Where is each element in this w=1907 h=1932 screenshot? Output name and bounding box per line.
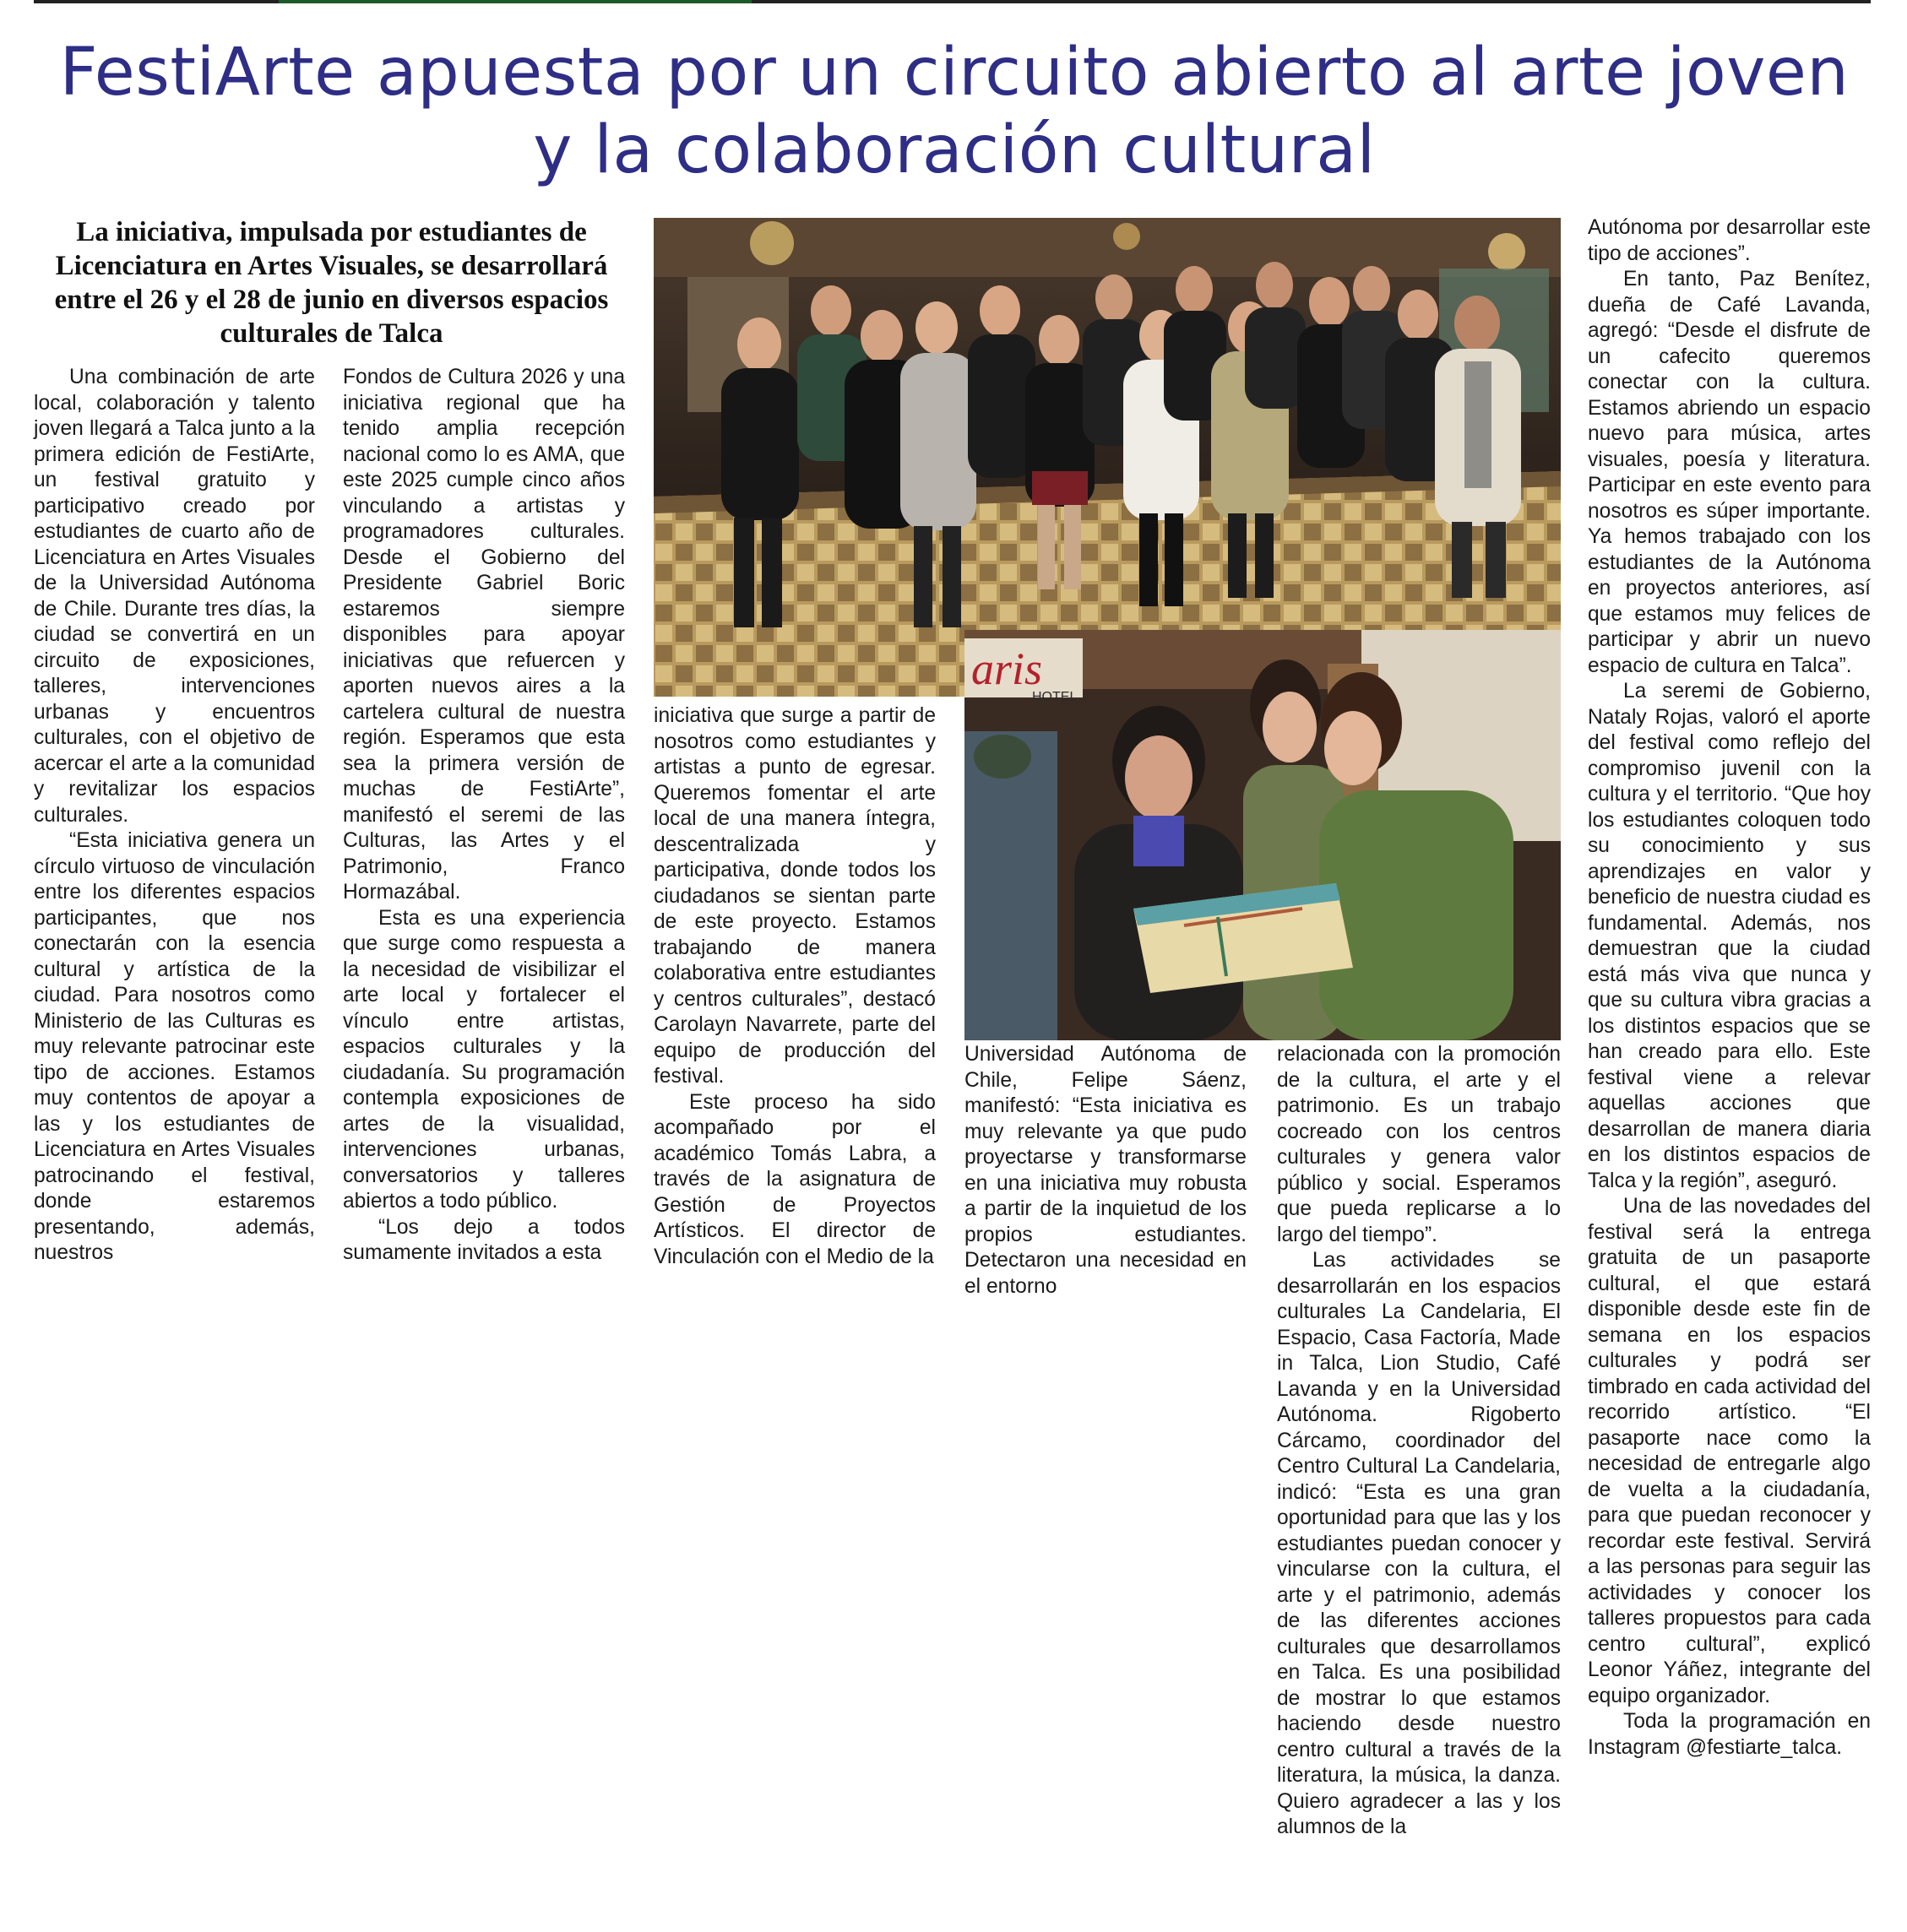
- sign-hotel-text: HOTEL: [1032, 690, 1078, 704]
- paragraph: relacionada con la promoción de la cultura, el arte y el patrimonio. Es un trabajo cocreado con los centros culturales y genera valor público y social. Esperamos que pueda replicarse a lo largo del tiempo”.: [1277, 1043, 1561, 1246]
- paragraph: Toda la programación en Instagram @festiarte_talca.: [1588, 1710, 1871, 1759]
- deck-subheadline: La iniciativa, impulsada por estudiantes de Licenciatura en Artes Visuales, se desarrollará entre el 26 y el 28 de junio en diversos espacios culturales de Talca: [54, 217, 609, 349]
- paragraph: Las actividades se desarrollarán en los espacios culturales La Candelaria, El Espacio, Casa Factoría, Made in Talca, Lion Studio, Café Lavanda y en la Universidad Autónoma. Rigoberto Cárcamo, coordinador del Centro Cultural La Candelaria, indicó: “Esta es una gran oportunidad para que las y los estudiantes puedan conocer y vincularse con la cultura, el arte y el patrimonio, además de las diferentes acciones culturales que desarrollamos en Talca. Es una posibilidad de mostrar lo que estamos haciendo desde nuestro centro cultural a través de la literatura, la música, la danza. Quiero agradecer a las y los alumnos de la: [1277, 1249, 1561, 1838]
- article-column-4: [964, 1042, 1247, 1304]
- article-column-6: [1588, 215, 1871, 1923]
- article-column-3: [654, 703, 936, 1303]
- paragraph: “Los dejo a todos sumamente invitados a esta: [343, 1215, 625, 1264]
- paragraph: Fondos de Cultura 2026 y una iniciativa regional que ha tenido amplia recepción nacional como lo es AMA, que este 2025 cumple cinco años vinculando a artistas y programadores culturales. Desde el Gobierno del Presidente Gabriel Boric estaremos siempre disponibles para apoyar iniciativas que refuercen y aporten nuevos aires a la cartelera cultural de nuestra región. Esperamos que esta sea la primera versión de muchas de FestiArte”, manifestó el seremi de las Culturas, las Artes y el Patrimonio, Franco Hormazábal.: [343, 366, 625, 904]
- article-column-2: [343, 365, 625, 1302]
- paragraph: Autónoma por desarrollar este tipo de acciones”.: [1588, 216, 1871, 265]
- paragraph: Una combinación de arte local, colaboración y talento joven llegará a Talca junto a la primera edición de FestiArte, un festival gratuito y participativo creado por estudiantes de cuarto año de Licenciatura en Artes Visuales de la Universidad Autónoma de Chile. Durante tres días, la ciudad se convertirá en un circuito de exposiciones, talleres, intervenciones urbanas y encuentros culturales, con el objetivo de acercar el arte a la comunidad y revitalizar los espacios culturales.: [34, 366, 315, 827]
- article-column-5: [1277, 1042, 1561, 1922]
- article-column-1: [34, 365, 315, 1302]
- group-photo-image: [654, 218, 1561, 697]
- group-photo: [654, 218, 1561, 697]
- map-reading-photo-image: [964, 630, 1561, 1040]
- paragraph: “Esta iniciativa genera un círculo virtuoso de vinculación entre los diferentes espacios participantes, que nos conectarán con la esencia cultural y artística de la ciudad. Para nosotros como Ministerio de las Culturas es muy relevante patrocinar este tipo de acciones. Estamos muy contentos de apoyar a las y los estudiantes de Licenciatura en Artes Visuales patrocinando el festival, donde estaremos presentando, además, nuestros: [34, 829, 315, 1264]
- map-reading-photo: [964, 630, 1561, 1040]
- paragraph: En tanto, Paz Benítez, dueña de Café Lavanda, agregó: “Desde el disfrute de un cafecito queremos conectar con la cultura. Estamos abriendo un espacio nuevo para música, artes visuales, poesía y literatura. Participar en este evento para nosotros es súper importante. Ya hemos trabajado con los estudiantes de la Autónoma en proyectos anteriores, así que estamos muy felices de participar y abrir un nuevo espacio de cultura en Talca”.: [1588, 268, 1871, 677]
- paragraph: La seremi de Gobierno, Nataly Rojas, valoró el aporte del festival como reflejo del compromiso juvenil con la cultura y el territorio. “Que hoy los estudiantes coloquen todo su conocimiento y sus aprendizajes en valor y beneficio de nuestra ciudad es fundamental. Además, nos demuestran que la ciudad está más viva que nunca y que su cultura vibra gracias a los distintos espacios que se han creado para ello. Este festival viene a relevar aquellas acciones que desarrollan de manera diaria en los distintos espacios de Talca y la región”, aseguró.: [1588, 680, 1871, 1192]
- top-rule: [34, 0, 1871, 3]
- paragraph: Universidad Autónoma de Chile, Felipe Sáenz, manifestó: “Esta iniciativa es muy relevante ya que pudo proyectarse y transformarse en una iniciativa muy robusta a partir de la inquietud de los propios estudiantes. Detectaron una necesidad en el entorno: [964, 1043, 1247, 1298]
- paragraph: iniciativa que surge a partir de nosotros como estudiantes y artistas a punto de egresar. Queremos fomentar el arte local de una manera íntegra, descentralizada y participativa, donde todos los ciudadanos se sientan parte de este proyecto. Estamos trabajando de manera colaborativa entre estudiantes y centros culturales”, destacó Carolayn Navarrete, parte del equipo de producción del festival.: [654, 704, 936, 1088]
- headline: FestiArte apuesta por un circuito abierto al arte joven y la colaboración cultural: [59, 35, 1850, 188]
- paragraph: Este proceso ha sido acompañado por el académico Tomás Labra, a través de la asignatura de Gestión de Proyectos Artísticos. El director de Vinculación con el Medio de la: [654, 1090, 936, 1268]
- top-rule-accent: [279, 0, 752, 3]
- page-bottom-edge: [34, 1920, 1250, 1929]
- sign-text: aris: [971, 643, 1043, 694]
- paragraph: Una de las novedades del festival será la entrega gratuita de un pasaporte cultural, el que estará disponible desde este fin de semana en los espacios culturales y podrá ser timbrado en cada actividad del recorrido artístico. “El pasaporte nace como la necesidad de entregarle algo de vuelta a la ciudadanía, para que puedan reconocer y recordar este festival. Servirá a las personas para seguir las actividades y conocer los talleres propuestos para cada centro cultural”, explicó Leonor Yáñez, integrante del equipo organizador.: [1588, 1195, 1871, 1707]
- paragraph: Esta es una experiencia que surge como respuesta a la necesidad de visibilizar el arte local y fortalecer el vínculo entre artistas, espacios culturales y la ciudadanía. Su programación contempla exposiciones de artes de la visualidad, intervenciones urbanas, conversatorios y talleres abiertos a todo público.: [343, 906, 625, 1213]
